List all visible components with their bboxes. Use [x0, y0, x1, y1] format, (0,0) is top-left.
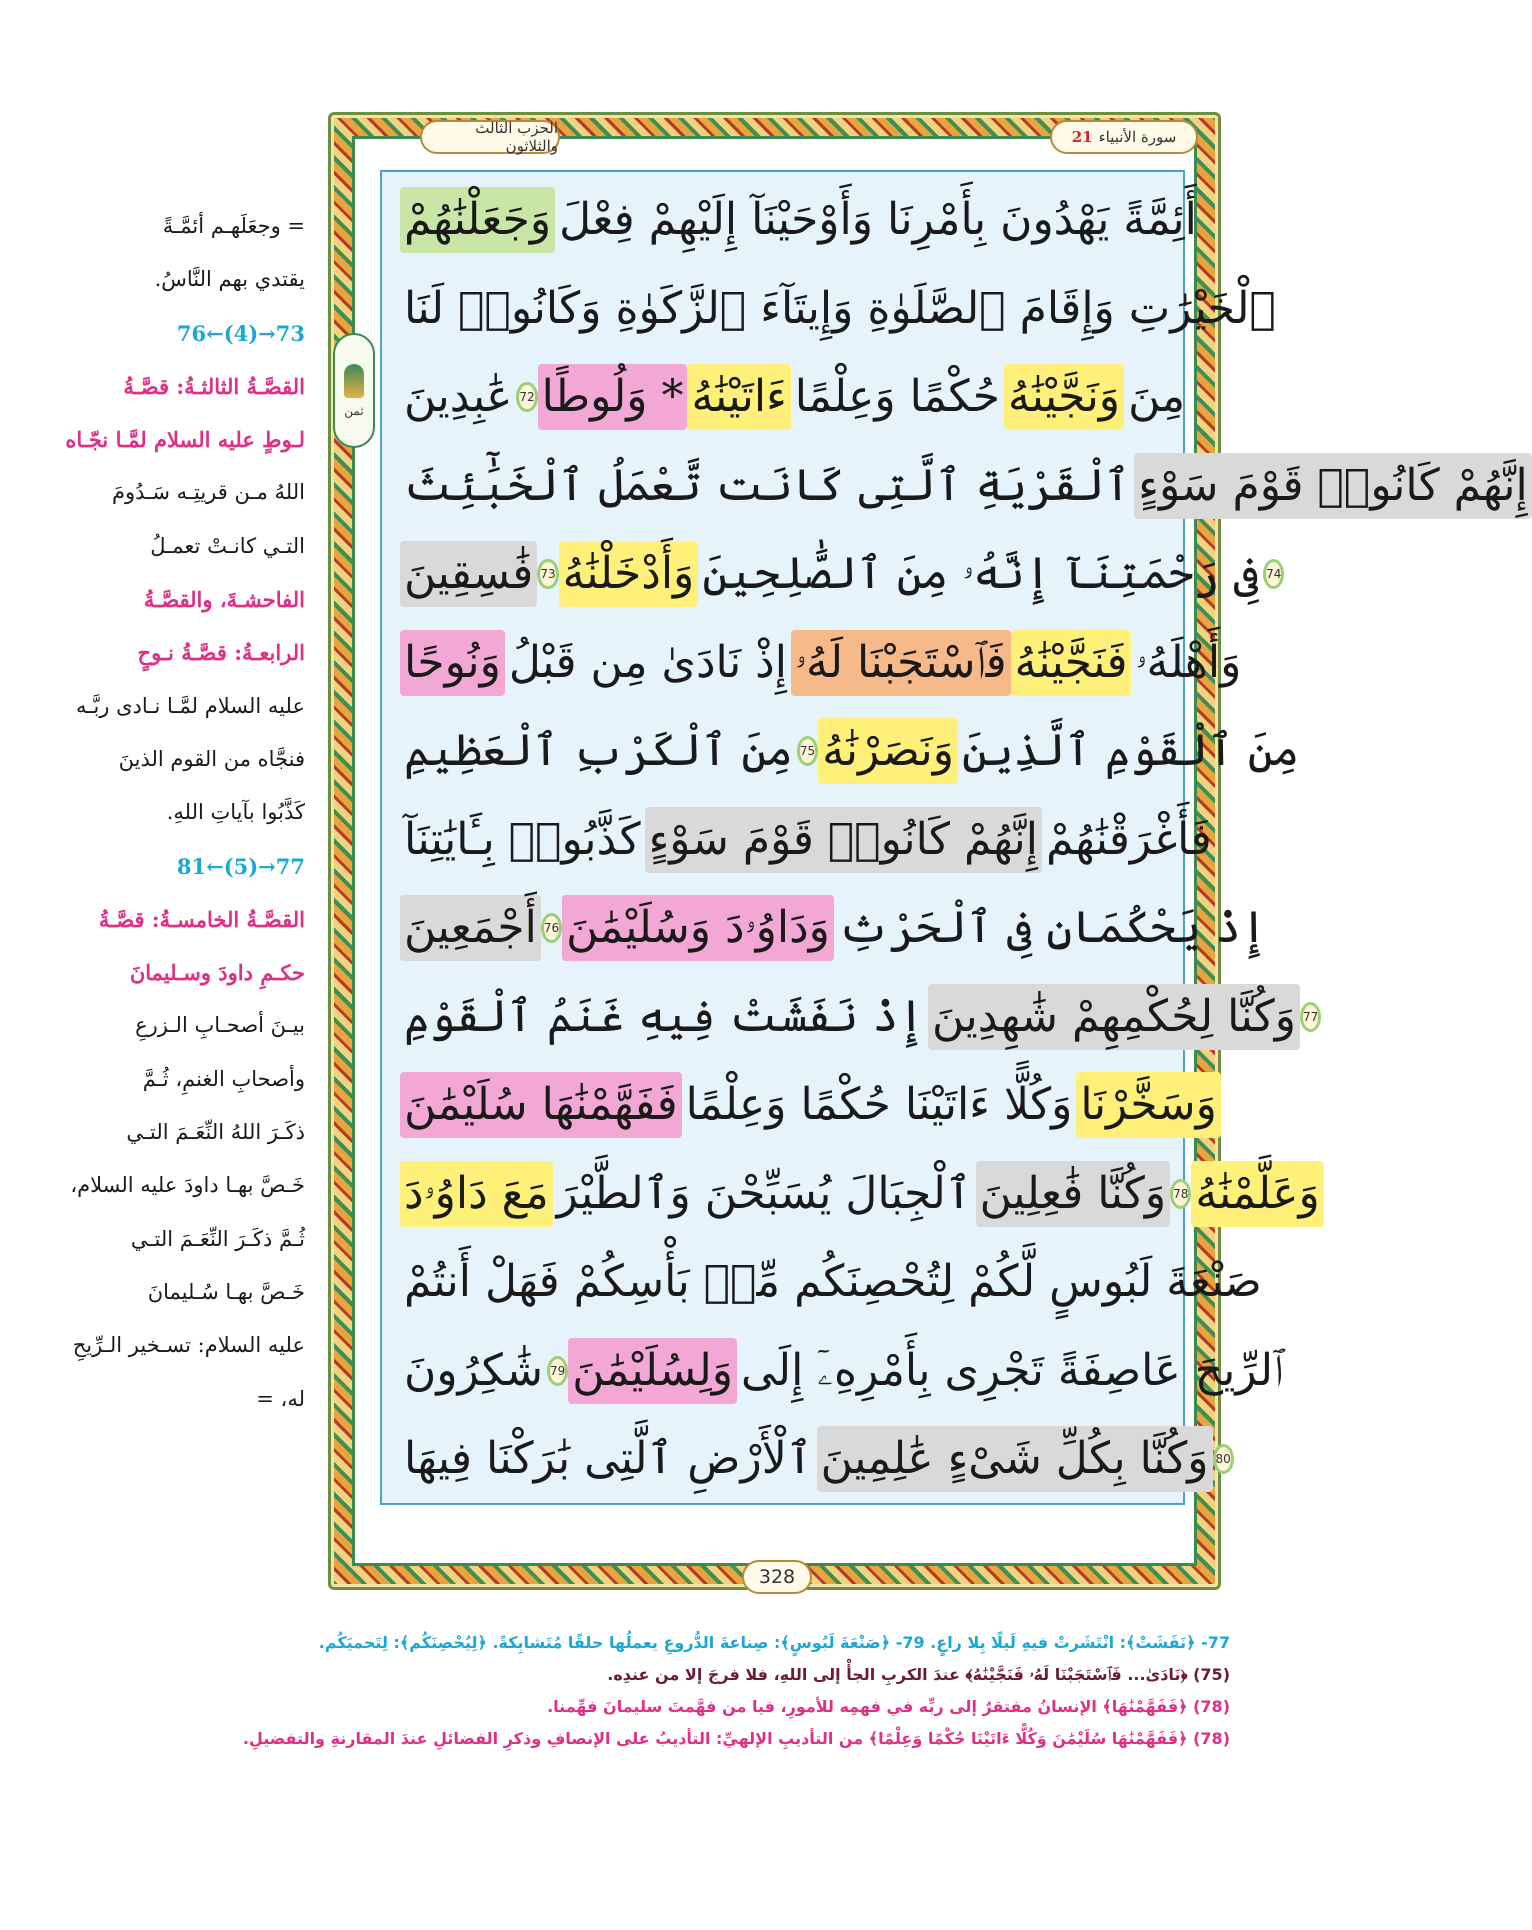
highlighted-phrase: وَأَدْخَلْنَٰهُ	[559, 541, 699, 607]
quran-line	[400, 884, 1267, 972]
verse-text: ٱلرِّيحَ عَاصِفَةً تَجْرِى بِأَمْرِهِۦٓ إِلَى	[740, 1344, 1284, 1396]
surah-header	[1050, 120, 1198, 154]
quran-line	[400, 530, 1282, 618]
highlighted-phrase: * وَلُوطًا	[538, 364, 688, 430]
verse-text: عَٰبِدِينَ	[404, 371, 513, 422]
ayah-number-marker: 78	[1170, 1179, 1191, 1209]
footnote: (78) ﴿فَفَهَّمْنَٰهَا﴾ الإنسانُ مفتقرٌ إلى ربِّه في فهمِه للأمورِ، فيا من فهَّمتَ سليمانَ فهِّمنا.	[547, 1697, 1230, 1716]
highlighted-phrase: وَكُنَّا بِكُلِّ شَىْءٍ عَٰلِمِينَ	[817, 1426, 1213, 1492]
tafsir-line: ذكَـرَ اللهُ النِّعَـمَ التـي	[126, 1120, 305, 1145]
highlighted-phrase: أَجْمَعِينَ	[400, 895, 541, 961]
ayah-number-marker: 80	[1213, 1444, 1234, 1474]
footnote: (78) ﴿فَفَهَّمْنَٰهَا سُلَيْمَٰنَ وَكُلًّا ءَاتَيْنَا حُكْمًا وَعِلْمًا﴾ من التأديبِ الإلهيِّ: التأديبُ على الإنصافِ وذكرِ الفضائلِ عندَ المقارنةِ والتفضيلِ.	[242, 1729, 1230, 1748]
surah-label: سورة الأنبياء	[1098, 128, 1177, 146]
tafsir-line: عليه السلام: تسـخير الـرِّيحِ	[72, 1333, 305, 1358]
highlighted-phrase: وَنَصَرْنَٰهُ	[818, 718, 958, 784]
quran-line	[400, 265, 1276, 353]
verse-text: وَأَهْلَهُۥ	[1135, 636, 1242, 688]
highlighted-phrase: وَكُنَّا فَٰعِلِينَ	[976, 1161, 1170, 1227]
tafsir-line: عليه السلام لمَّـا نـادى ربَّـه	[76, 693, 305, 718]
thumn-marker	[333, 333, 375, 448]
quran-line	[400, 1061, 1217, 1149]
highlighted-phrase: ءَاتَيْنَٰهُ	[687, 364, 790, 430]
highlighted-phrase: فَٰسِقِينَ	[400, 541, 537, 607]
hizb-header	[420, 120, 560, 154]
verse-text: فِى رَحْمَتِنَآ إِنَّهُۥ مِنَ ٱلصَّٰلِحِينَ	[702, 548, 1260, 599]
tafsir-line: الفاحشـةَ، والقصَّـةُ	[143, 587, 305, 613]
thumn-label: ثمن	[344, 403, 364, 418]
highlighted-phrase: وَنَجَّيْنَٰهُ	[1004, 364, 1124, 430]
ayah-number-marker: 77	[1300, 1002, 1321, 1032]
ayah-number-marker: 72	[516, 382, 537, 412]
verse-text: صَنْعَةَ لَبُوسٍ لَّكُمْ لِتُحْصِنَكُم مِّنۢ بَأْسِكُمْ فَهَلْ أَنتُمْ	[404, 1256, 1262, 1307]
verse-range-label: 81←(5)→77	[176, 853, 305, 879]
tafsir-line: = وجعَلَهـم أئمَّـةً	[162, 214, 305, 238]
verse-range-label: 76←(4)→73	[176, 320, 305, 346]
footnote: (75) ﴿نَادَىٰ... فَٱسْتَجَبْنَا لَهُۥ فَنَجَّيْنَٰهُ﴾ عندَ الكربِ الجأْ إلى اللهِ، فلا فرجَ إلا من عندِه.	[607, 1665, 1230, 1684]
ayah-number-marker: 79	[547, 1356, 568, 1386]
highlighted-phrase: وَنُوحًا	[400, 630, 505, 696]
verse-text: إِذْ نَادَىٰ مِن قَبْلُ	[508, 636, 788, 688]
tafsir-line: خَـصَّ بهـا داودَ عليه السلام،	[70, 1173, 305, 1198]
tafsir-line: الرابعـةُ: قصَّـةُ نـوحٍ	[137, 640, 305, 666]
ayah-number-marker: 74	[1263, 559, 1284, 589]
verse-text: وَكُلًّا ءَاتَيْنَا حُكْمًا وَعِلْمًا	[685, 1079, 1073, 1130]
page-number-text: 328	[758, 1566, 796, 1588]
verse-text: فَأَغْرَقْنَٰهُمْ	[1046, 813, 1212, 865]
footnotes	[150, 1628, 1230, 1756]
verse-text: مِنَ	[1128, 371, 1186, 422]
verse-text: ٱلْقَرْيَةِ ٱلَّتِى كَانَت تَّعْمَلُ ٱلْخَبَٰٓئِثَ	[404, 459, 1131, 511]
quran-line	[400, 619, 1242, 707]
ayah-number-marker: 73	[537, 559, 558, 589]
highlighted-phrase: إِنَّهُمْ كَانُوا۟ قَوْمَ سَوْءٍ	[645, 807, 1042, 873]
quran-line	[400, 176, 1197, 264]
verse-text: كَذَّبُوا۟ بِـَٔايَٰتِنَآ	[404, 813, 641, 865]
tafsir-line: خَـصَّ بهـا سُـليمانَ	[147, 1279, 305, 1304]
tafsir-line: حكـمِ داودَ وسـليمانَ	[129, 960, 305, 986]
highlighted-phrase: إِنَّهُمْ كَانُوا۟ قَوْمَ سَوْءٍ	[1134, 453, 1531, 519]
tafsir-line: بيـنَ أصحـابِ الـزرعِ	[135, 1013, 305, 1038]
quran-line	[400, 442, 1528, 530]
ayah-number-marker: 76	[541, 913, 562, 943]
highlighted-phrase: وَلِسُلَيْمَٰنَ	[568, 1338, 737, 1404]
tafsir-line: القصَّـةُ الخامسـةُ: قصَّـةُ	[98, 906, 305, 932]
ayah-number-marker: 75	[797, 736, 818, 766]
quran-line	[400, 1415, 1231, 1503]
footnote: 77- ﴿نَفَشَتْ﴾: انْتَشَرتْ فيهِ لَيلًا بِلا راعٍ. 79- ﴿صَنْعَةَ لَبُوسٍ﴾: صِناعةَ الدُّروعِ يعملُها حلقًا مُتَشابِكةً. ﴿لِيُحْصِنَكُم﴾: لِتَحميَكُم.	[318, 1633, 1230, 1652]
verse-text: شَٰكِرُونَ	[404, 1344, 544, 1396]
quran-line	[400, 796, 1212, 884]
highlighted-phrase: فَنَجَّيْنَٰهُ	[1011, 630, 1132, 696]
highlighted-phrase: وَكُنَّا لِحُكْمِهِمْ شَٰهِدِينَ	[928, 984, 1300, 1050]
verse-text: أَئِمَّةً يَهْدُونَ بِأَمْرِنَا وَأَوْحَيْنَآ إِلَيْهِمْ فِعْلَ	[559, 194, 1197, 245]
tafsir-line: اللهُ مـن قريتِـه سَـدُومَ	[112, 480, 305, 505]
tafsir-line: التـي كانـتْ تعمـلُ	[150, 533, 305, 558]
verse-text: ٱلْجِبَالَ يُسَبِّحْنَ وَٱلطَّيْرَ	[556, 1167, 972, 1219]
highlighted-phrase: فَفَهَّمْنَٰهَا سُلَيْمَٰنَ	[400, 1072, 682, 1138]
highlighted-phrase: مَعَ دَاوُۥدَ	[400, 1161, 553, 1227]
verse-text: مِنَ ٱلْقَوْمِ ٱلَّذِينَ	[961, 725, 1300, 776]
tafsir-line: ثُـمَّ ذكَـرَ النِّعَـمَ التـي	[130, 1226, 305, 1251]
quran-line	[400, 1150, 1320, 1238]
highlighted-phrase: وَعَلَّمْنَٰهُ	[1191, 1161, 1323, 1227]
tafsir-line: لـوطٍ عليه السلام لمَّـا نجّـاه	[65, 427, 305, 453]
tafsir-line: القصَّـةُ الثالثـةُ: قصَّـةُ	[123, 373, 305, 399]
verse-text: مِنَ ٱلْكَرْبِ ٱلْعَظِيمِ	[404, 725, 793, 776]
surah-number: 21	[1071, 128, 1093, 146]
quran-line	[400, 707, 1300, 795]
highlighted-phrase: فَٱسْتَجَبْنَا لَهُۥ	[791, 630, 1011, 696]
verse-text: ٱلْخَيْرَٰتِ وَإِقَامَ ٱلصَّلَوٰةِ وَإِيتَآءَ ٱلزَّكَوٰةِ وَكَانُوا۟ لَنَا	[404, 282, 1276, 334]
highlighted-phrase: وَدَاوُۥدَ وَسُلَيْمَٰنَ	[562, 895, 834, 961]
quran-line	[400, 1238, 1262, 1326]
tafsir-margin	[60, 200, 305, 1426]
verse-text: ٱلْأَرْضِ ٱلَّتِى بَٰرَكْنَا فِيهَا	[404, 1433, 813, 1484]
page-number	[742, 1560, 812, 1594]
quran-text-area	[380, 170, 1528, 1505]
verse-text: إِذْ نَفَشَتْ فِيهِ غَنَمُ ٱلْقَوْمِ	[404, 990, 925, 1042]
tafsir-line: يقتدي بهم النَّاسُ.	[154, 267, 305, 292]
verse-text: إِذْ يَحْكُمَانِ فِى ٱلْحَرْثِ	[837, 902, 1267, 953]
tafsir-line: له، =	[256, 1386, 305, 1411]
highlighted-phrase: وَسَخَّرْنَا	[1076, 1072, 1220, 1138]
verse-text: حُكْمًا وَعِلْمًا	[794, 371, 1001, 422]
quran-line	[400, 973, 1319, 1061]
tafsir-line: فنجَّاه من القوم الذينَ	[118, 746, 305, 771]
tafsir-line: كَذَّبُوا بآياتِ اللهِ.	[166, 800, 305, 825]
quran-line	[400, 1327, 1284, 1415]
tafsir-line: وأصحابِ الغنمِ، ثُـمَّ	[142, 1066, 305, 1091]
highlighted-phrase: وَجَعَلْنَٰهُمْ	[400, 187, 555, 253]
hizb-label: الحزب الثالث والثلاثون	[475, 119, 558, 155]
ornament-icon	[344, 364, 364, 398]
quran-line	[400, 353, 1186, 441]
